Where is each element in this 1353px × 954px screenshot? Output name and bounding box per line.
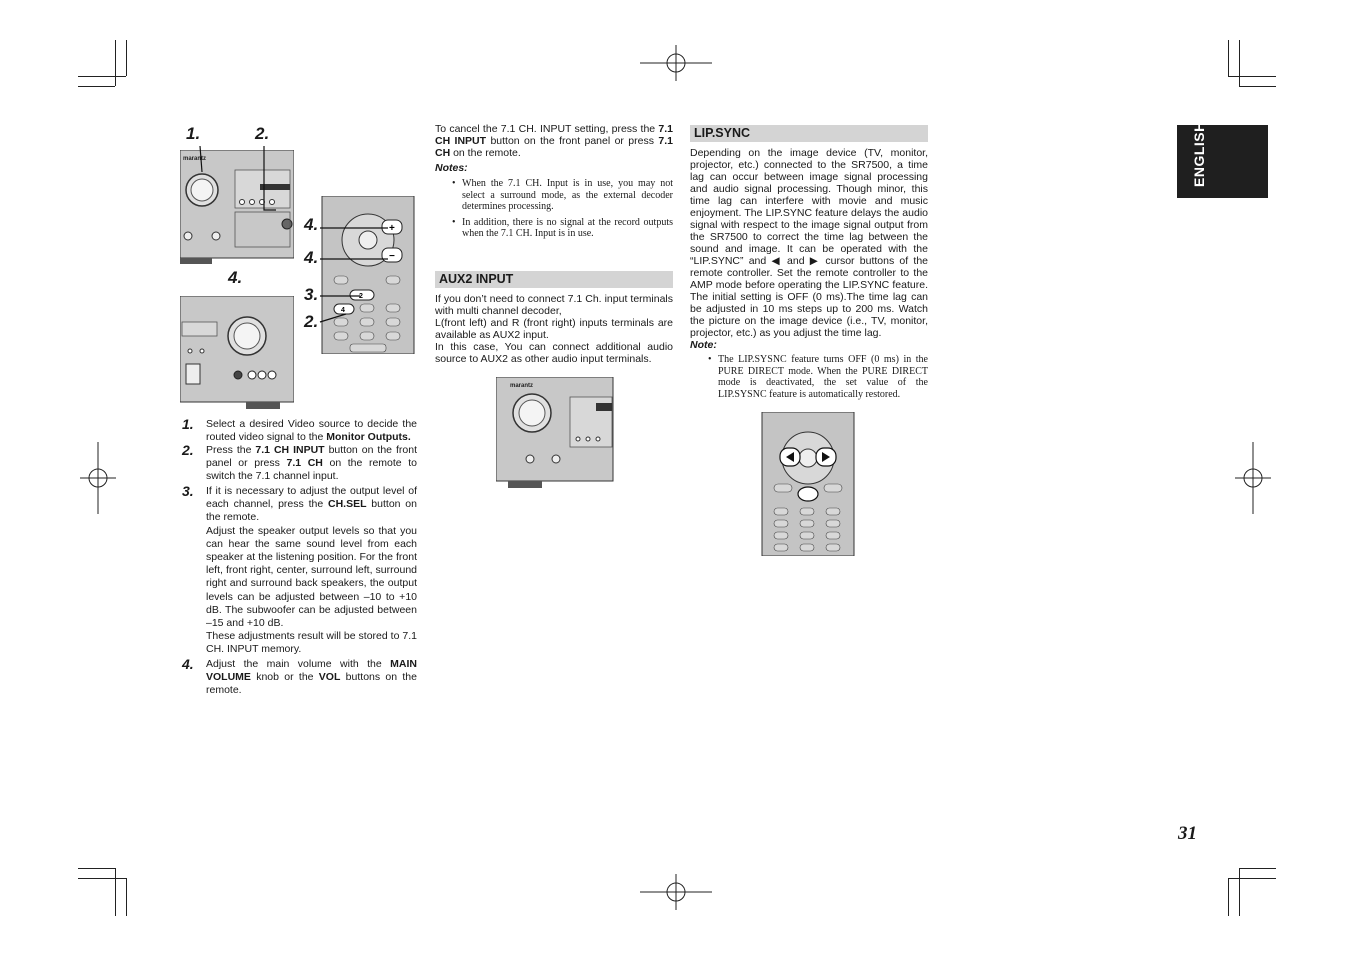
svg-text:4: 4 xyxy=(341,307,345,314)
brand-logo: marantz xyxy=(183,156,207,162)
step-3-para2: Adjust the speaker output levels so that you can hear the same sound level from each speaker at the listening position. For the front left, front right, center, surround left, surround right and surround back speakers, the output levels can be adjusted between –10 to +10 dB. The subwoofer can be adjusted between –15 and +10 dB. xyxy=(206,524,417,630)
svg-text:marantz: marantz xyxy=(510,383,534,389)
callout-step-4-vol-up: 4. xyxy=(304,215,319,234)
step-4-text: Adjust the main volume with the MAIN VOLUME knob or the VOL buttons on the remote. xyxy=(206,658,417,697)
note-item: • In addition, there is no signal at the record outputs when the 7.1 CH. Input is in use. xyxy=(450,217,673,240)
step-1-number: 1. xyxy=(182,416,194,432)
aux2-input-body: If you don’t need to connect 7.1 Ch. input terminals with multi channel decoder, L(front left) and R (front right) inputs terminals are available as AUX2 input. In this case, You can connect additional audio source to AUX2 as other audio input terminals. xyxy=(435,293,673,365)
lip-sync-note: • The LIP.SYSNC feature turns OFF (0 ms) in the PURE DIRECT mode. When the PURE DIRECT mode is deactivated, the set value of the LIP.SYSNC feature is automatically restored. xyxy=(706,354,928,400)
registration-mark-bottom xyxy=(640,856,712,928)
language-tab xyxy=(1177,121,1268,198)
remote-control-lip-sync xyxy=(760,412,856,556)
lip-sync-heading: LIP.SYNC xyxy=(690,125,928,142)
registration-mark-left xyxy=(62,442,134,514)
step-3-text: If it is necessary to adjust the output level of each channel, press the CH.SEL button on the remote. Adjust the speaker output levels so that you can hear the same sound level from each speaker at the listening position. For the front left, front right, center, surround left, surround right and surround back speakers, the output levels can be adjusted between –10 to +10 dB. The subwoofer can be adjusted between –15 and +10 dB. These adjustments result will be stored to 7.1 CH. INPUT memory. xyxy=(206,485,417,656)
page-number: 31 xyxy=(1178,823,1197,844)
callout-step-4-vol-down: 4. xyxy=(304,248,319,267)
cancel-instructions: To cancel the 7.1 CH. INPUT setting, press the 7.1 CH INPUT button on the front panel or press 7.1 CH on the remote. xyxy=(435,123,673,159)
svg-text:+: + xyxy=(389,223,395,234)
callout-step-2: 2. xyxy=(255,124,270,143)
callout-step-1: 1. xyxy=(186,124,201,143)
callout-step-3: 3. xyxy=(304,285,319,304)
notes-list xyxy=(450,178,673,240)
aux2-input-heading: AUX2 INPUT xyxy=(435,271,673,288)
callout-leader-lines xyxy=(180,130,420,330)
step-3-number: 3. xyxy=(182,483,194,499)
registration-mark-top xyxy=(640,27,712,99)
callout-step-4-panel: 4. xyxy=(228,268,243,287)
step-1-text: Select a desired Video source to decide the routed video signal to the Monitor Outputs. xyxy=(206,418,417,444)
note-item: • When the 7.1 CH. Input is in use, you may not select a surround mode, as the external decoder determines processing. xyxy=(450,178,673,213)
step-4-number: 4. xyxy=(182,656,194,672)
step-2-text: Press the 7.1 CH INPUT button on the front panel or press 7.1 CH on the remote to switch the 7.1 channel input. xyxy=(206,444,417,483)
lip-sync-body: Depending on the image device (TV, monitor, projector, etc.) connected to the SR7500, a time lag can occur between image signal processing and audio signal processing. Though minor, this time lag can interfere with movie and music enjoyment. The LIP.SYNC feature delays the audio signal with respect to the image signal output from the SR7500 to correct the time lag between the sound and image. It can be operated with the “LIP.SYNC” and ◀ and ▶ cursor buttons of the remote controller. Set the remote controller to the AMP mode before operating the LIP.SYNC feature. The initial setting is OFF (0 ms).The time lag can be adjusted in 10 ms steps up to 200 ms. Watch the picture on the image device (i.e., TV, monitor, projector, etc.) as you adjust the time lag. xyxy=(690,147,928,339)
step-3-para3: These adjustments result will be stored to 7.1 CH. INPUT memory. xyxy=(206,630,417,656)
step-2-number: 2. xyxy=(182,442,194,458)
callout-step-2-remote: 2. xyxy=(304,312,319,331)
lip-sync-note-title: Note: xyxy=(690,339,717,351)
language-tab-label: ENGLISH xyxy=(1191,121,1207,187)
notes-title: Notes: xyxy=(435,162,468,174)
svg-text:2: 2 xyxy=(359,293,363,300)
svg-text:−: − xyxy=(389,251,395,262)
receiver-front-panel-aux2 xyxy=(496,377,614,489)
registration-mark-right xyxy=(1217,442,1289,514)
